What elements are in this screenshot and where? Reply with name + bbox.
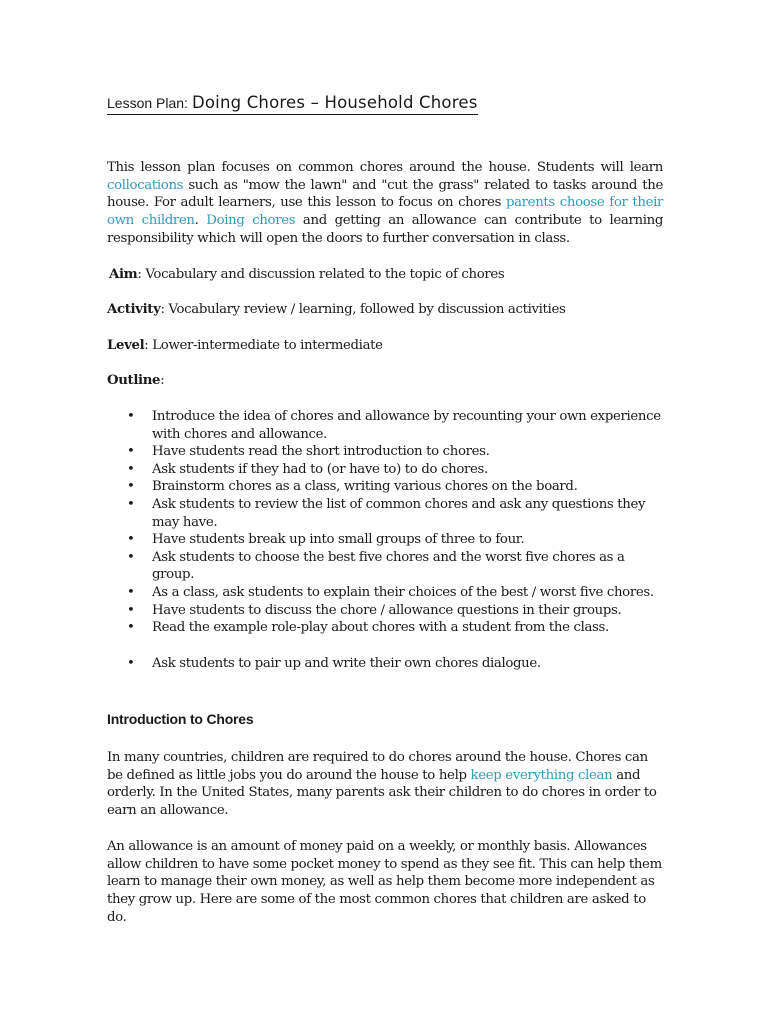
- list-item-text: Introduce the idea of chores and allowance by recounting your own experience with chores and allowance.: [152, 409, 661, 442]
- list-item: [107, 655, 663, 673]
- list-item: [107, 619, 663, 637]
- list-item: [107, 549, 663, 584]
- outline-colon: :: [160, 373, 165, 388]
- list-item: [107, 461, 663, 479]
- list-item: [107, 496, 663, 531]
- outline-label: Outline: [107, 373, 161, 388]
- list-item-text: Ask students to review the list of common chores and ask any questions they may have.: [152, 496, 646, 530]
- outline-list: [107, 408, 663, 672]
- intro-paragraph: [107, 159, 663, 248]
- aim-label: Aim: [109, 267, 138, 282]
- list-item-text: Have students break up into small groups of three to four.: [152, 532, 525, 548]
- activity-field: [107, 301, 565, 319]
- intro-text: and getting an allowance can contribute to learning responsibility which will open the doors to further conversation in class.: [107, 213, 663, 246]
- level-label: Level: [107, 338, 145, 353]
- title-label: Lesson Plan:: [107, 95, 188, 111]
- bullet-icon: •: [127, 461, 135, 477]
- activity-label: Activity: [107, 302, 161, 317]
- list-item-text: Have students to discuss the chore / allowance questions in their groups.: [152, 602, 622, 618]
- doing-chores-link[interactable]: Doing chores: [206, 213, 296, 229]
- outline-field: [107, 372, 164, 390]
- list-item: [107, 602, 663, 620]
- aim-field: [109, 266, 504, 284]
- level-value: : Lower-intermediate to intermediate: [144, 338, 383, 353]
- list-item: [107, 531, 663, 549]
- intro-text: such as "mow the lawn" and "cut the grass" related to tasks around the house. For adult learners, use this lesson to focus on chores: [107, 177, 663, 211]
- bullet-icon: •: [127, 584, 135, 600]
- keep-everything-clean-link[interactable]: keep everything clean: [470, 767, 613, 783]
- list-item-text: Read the example role-play about chores with a student from the class.: [152, 620, 609, 636]
- list-item-text: Ask students to pair up and write their own chores dialogue.: [152, 655, 541, 671]
- intro-text: .: [194, 213, 207, 229]
- bullet-icon: •: [127, 479, 135, 495]
- parents-choose-link[interactable]: parents choose for their own children: [107, 195, 664, 229]
- allowance-paragraph: An allowance is an amount of money paid on a weekly, or monthly basis. Allowances allow children to have some pocket money to spend as they see fit. This can help them learn to manage their own money, as well as help them become more independent as they grow up. Here are some of the most common chores that children are asked to do.: [107, 839, 662, 925]
- aim-value: : Vocabulary and discussion related to the topic of chores: [137, 267, 505, 282]
- bullet-icon: •: [127, 549, 135, 565]
- bullet-icon: •: [127, 655, 135, 671]
- bullet-icon: •: [127, 620, 135, 636]
- bullet-icon: •: [127, 496, 135, 512]
- list-item-text: Have students read the short introduction to chores.: [152, 444, 490, 460]
- paragraph-text: and orderly. In the United States, many parents ask their children to do chores in order to earn an allowance.: [107, 767, 657, 819]
- activity-value: : Vocabulary review / learning, followed by discussion activities: [160, 302, 566, 317]
- chores-intro-paragraph: [107, 749, 663, 820]
- section-heading: Introduction to Chores: [107, 711, 254, 727]
- list-item-text: Ask students to choose the best five chores and the worst five chores as a group.: [152, 549, 625, 583]
- paragraph-text: In many countries, children are required to do chores around the house. Chores can be defined as little jobs you do around the house to help: [107, 750, 648, 783]
- intro-text: This lesson plan focuses on common chores around the house. Students will learn: [107, 160, 663, 175]
- list-item-text: Brainstorm chores as a class, writing various chores on the board.: [152, 479, 578, 495]
- list-item: [107, 443, 663, 461]
- title-main: Doing Chores – Household Chores: [191, 93, 478, 112]
- bullet-icon: •: [127, 409, 135, 424]
- collocations-link[interactable]: collocations: [107, 177, 184, 193]
- list-item: [107, 478, 663, 496]
- list-item: [107, 408, 663, 443]
- list-item-text: As a class, ask students to explain their choices of the best / worst five chores.: [152, 584, 654, 600]
- bullet-icon: •: [127, 532, 135, 548]
- lesson-title: [107, 93, 478, 115]
- bullet-icon: •: [127, 444, 135, 460]
- list-item: [107, 584, 663, 602]
- list-item-text: Ask students if they had to (or have to) to do chores.: [152, 461, 488, 477]
- level-field: [107, 337, 383, 355]
- bullet-icon: •: [127, 602, 135, 618]
